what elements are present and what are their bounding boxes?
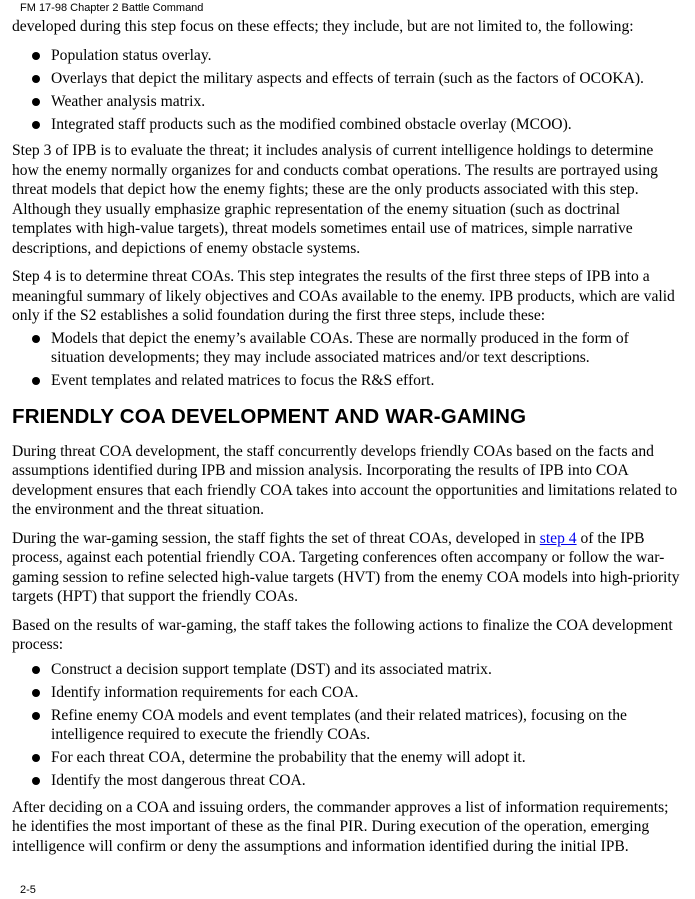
running-header: FM 17-98 Chapter 2 Battle Command <box>20 2 204 14</box>
step4-paragraph: Step 4 is to determine threat COAs. This step integrates the results of the first three steps of IPB into a meaningful summary of likely objectives and COAs available to the enemy. IPB products, which are valid only if the S2 establishes a solid foundation during the first three steps, include these: <box>12 268 675 324</box>
bullet-icon <box>32 121 40 129</box>
list-item: Identify information requirements for each COA. <box>32 683 680 703</box>
bullet-icon <box>32 75 40 83</box>
list-item: Models that depict the enemy’s available COAs. These are normally produced in the form of situation developments; they may include associated matrices and/or text descriptions. <box>32 329 680 368</box>
friendly-coa-paragraph: During threat COA development, the staff concurrently develops friendly COAs based on the facts and assumptions identified during IPB and mission analysis. Incorporating the results of IPB into COA development ensures that each friendly COA takes into account the opportunities and limitations related to the environment and the threat situation. <box>12 442 678 518</box>
ipb-products-list <box>12 329 680 391</box>
bullet-icon <box>32 689 40 697</box>
page-number: 2-5 <box>20 884 36 896</box>
bullet-icon <box>32 777 40 785</box>
bullet-icon <box>32 335 40 343</box>
actions-list <box>12 660 680 791</box>
after-deciding-paragraph: After deciding on a COA and issuing orders, the commander approves a list of information requirements; he identifies the most important of these as the final PIR. During execution of the operation, emerging intelligence will confirm or deny the assumptions and information identified during the initial IPB. <box>12 798 669 855</box>
step-4-link[interactable]: step 4 <box>539 529 577 547</box>
intro-paragraph: developed during this step focus on these effects; they include, but are not limited to, the following: <box>12 18 634 35</box>
based-on-paragraph: Based on the results of war-gaming, the staff takes the following actions to finalize the COA development process: <box>12 616 673 653</box>
section-heading: FRIENDLY COA DEVELOPMENT AND WAR-GAMING <box>12 404 527 428</box>
bullet-icon <box>32 712 40 720</box>
bullet-icon <box>32 754 40 762</box>
list-item: Overlays that depict the military aspects and effects of terrain (such as the factors of OCOKA). <box>32 69 680 89</box>
list-item: Population status overlay. <box>32 46 680 66</box>
list-item: Construct a decision support template (DST) and its associated matrix. <box>32 660 680 680</box>
list-item: Event templates and related matrices to focus the R&S effort. <box>32 371 680 391</box>
effects-list <box>12 46 680 135</box>
bullet-icon <box>32 666 40 674</box>
bullet-icon <box>32 377 40 385</box>
list-item: Weather analysis matrix. <box>32 92 680 112</box>
war-gaming-paragraph: During the war-gaming session, the staff fights the set of threat COAs, developed in step 4 of the IPB process, against each potential friendly COA. Targeting conferences often accompany or follow the war-gaming session to refine selected high-value targets (HVT) from the enemy COA models into high-priority targets (HPT) that support the friendly COAs. <box>12 529 680 605</box>
document-body <box>12 17 680 865</box>
bullet-icon <box>32 52 40 60</box>
list-item: Identify the most dangerous threat COA. <box>32 771 680 791</box>
step3-paragraph: Step 3 of IPB is to evaluate the threat; it includes analysis of current intelligence holdings to determine how the enemy normally organizes for and conducts combat operations. The results are portrayed using threat models that depict how the enemy fights; these are the only products associated with this step. Although they usually emphasize graphic representation of the enemy situation (such as doctrinal templates with high-value targets), threat models sometimes entail use of matrices, simple narrative descriptions, and depictions of enemy obstacle systems. <box>12 142 658 257</box>
list-item: For each threat COA, determine the probability that the enemy will adopt it. <box>32 748 680 768</box>
list-item: Refine enemy COA models and event templates (and their related matrices), focusing on the intelligence required to execute the friendly COAs. <box>32 706 680 745</box>
list-item: Integrated staff products such as the modified combined obstacle overlay (MCOO). <box>32 115 680 135</box>
bullet-icon <box>32 98 40 106</box>
